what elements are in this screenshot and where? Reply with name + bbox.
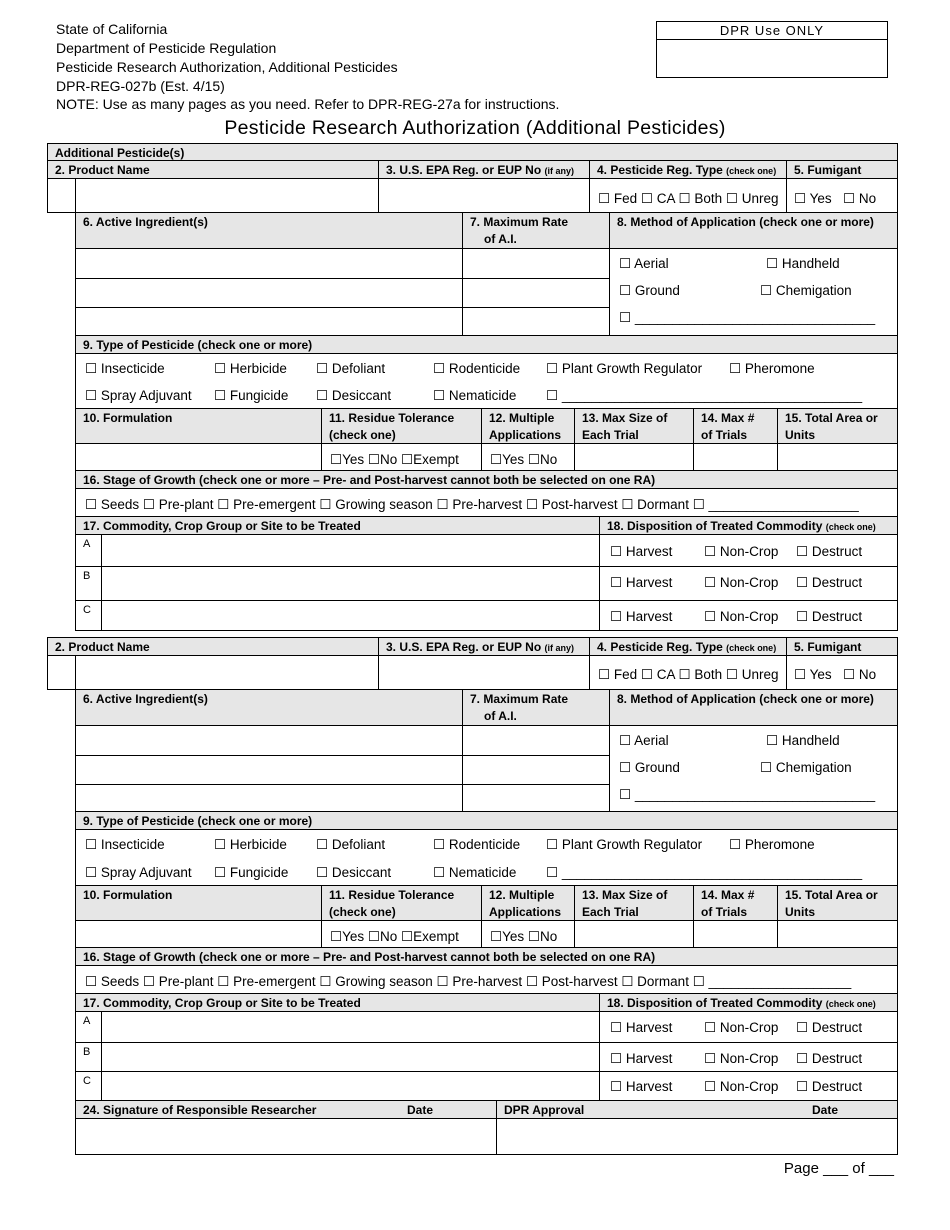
active-ingredient-field[interactable] <box>75 725 463 756</box>
epa-reg-label: 3. U.S. EPA Reg. or EUP No (if any) <box>378 637 590 656</box>
product-name-field[interactable] <box>75 178 379 213</box>
multiple-applications-label: 12. Multiple Applications <box>481 408 575 444</box>
chemigation-checkbox[interactable]: ☐ Chemigation <box>760 760 852 775</box>
row-letter: A <box>83 538 91 550</box>
max-size-field[interactable] <box>574 443 694 471</box>
fumigant-field <box>786 178 898 213</box>
stage-of-growth-field <box>75 965 898 994</box>
fumigant-no-checkbox[interactable]: ☐ No <box>843 667 877 682</box>
residue-tolerance-options[interactable]: ☐Yes ☐No ☐Exempt <box>330 452 459 467</box>
max-size-label: 13. Max Size of Each Trial <box>574 885 694 921</box>
row-letter: B <box>83 1046 91 1058</box>
type-of-pesticide-label: 9. Type of Pesticide (check one or more) <box>75 335 898 354</box>
residue-tolerance-options[interactable]: ☐Yes ☐No ☐Exempt <box>330 929 459 944</box>
max-trials-field[interactable] <box>693 920 778 948</box>
multiple-applications-field <box>481 443 575 471</box>
disposition-field <box>599 1011 898 1043</box>
harvest-checkbox[interactable]: ☐ Harvest <box>610 544 673 559</box>
non-crop-checkbox[interactable]: ☐ Non-Crop <box>704 1020 779 1035</box>
disposition-label: 18. Disposition of Treated Commodity (check one) <box>599 993 898 1012</box>
fungicide-checkbox[interactable]: ☐ Fungicide <box>214 388 289 403</box>
max-trials-field[interactable] <box>693 443 778 471</box>
product-name-label: 2. Product Name <box>47 160 379 179</box>
disposition-field <box>599 534 898 567</box>
page-title: Pesticide Research Authorization (Additional Pesticides) <box>224 117 726 139</box>
product-name-field[interactable] <box>75 655 379 690</box>
non-crop-checkbox[interactable]: ☐ Non-Crop <box>704 575 779 590</box>
max-rate-field[interactable] <box>462 725 610 756</box>
multiple-applications-options[interactable]: ☐Yes ☐No <box>490 929 558 944</box>
method-label: 8. Method of Application (check one or more) <box>609 689 898 726</box>
fumigant-no-checkbox[interactable]: ☐ No <box>843 191 877 206</box>
active-ingredient-field[interactable] <box>75 755 463 785</box>
max-rate-field[interactable] <box>462 248 610 279</box>
page-number[interactable]: Page ___ of ___ <box>783 1160 894 1177</box>
method-other-checkbox[interactable]: ☐ ________________________________ <box>619 310 876 325</box>
max-rate-field[interactable] <box>462 278 610 308</box>
aerial-checkbox[interactable]: ☐ Aerial <box>619 256 669 271</box>
insecticide-checkbox[interactable]: ☐ Insecticide <box>85 361 165 376</box>
formulation-field[interactable] <box>75 443 322 471</box>
plant-growth-regulator-checkbox[interactable]: ☐ Plant Growth Regulator <box>546 837 703 852</box>
max-size-label: 13. Max Size of Each Trial <box>574 408 694 444</box>
ground-checkbox[interactable]: ☐ Ground <box>619 283 680 298</box>
row-letter-cell <box>75 1042 102 1072</box>
active-ingredient-field[interactable] <box>75 248 463 279</box>
epa-reg-label: 3. U.S. EPA Reg. or EUP No (if any) <box>378 160 590 179</box>
commodity-field[interactable] <box>101 534 600 567</box>
residue-tolerance-label: 11. Residue Tolerance (check one) <box>321 885 482 921</box>
fumigant-field <box>786 655 898 690</box>
reg-type-options[interactable]: ☐ Fed ☐ CA ☐ Both ☐ Unreg <box>598 191 779 206</box>
harvest-checkbox[interactable]: ☐ Harvest <box>610 1079 673 1094</box>
defoliant-checkbox[interactable]: ☐ Defoliant <box>316 361 386 376</box>
type-other-checkbox[interactable]: ☐ ________________________________________ <box>546 388 863 403</box>
row-letter: A <box>83 1015 91 1027</box>
rodenticide-checkbox[interactable]: ☐ Rodenticide <box>433 837 521 852</box>
non-crop-checkbox[interactable]: ☐ Non-Crop <box>704 544 779 559</box>
rodenticide-checkbox[interactable]: ☐ Rodenticide <box>433 361 521 376</box>
product-name-label: 2. Product Name <box>47 637 379 656</box>
reg-type-label: 4. Pesticide Reg. Type (check one) <box>589 637 787 656</box>
commodity-field[interactable] <box>101 600 600 631</box>
destruct-checkbox[interactable]: ☐ Destruct <box>796 1051 863 1066</box>
formulation-label: 10. Formulation <box>75 885 322 921</box>
method-other-checkbox[interactable]: ☐ ________________________________ <box>619 787 876 802</box>
max-rate-field[interactable] <box>462 784 610 812</box>
row-letter-cell <box>75 1071 102 1101</box>
max-rate-field[interactable] <box>462 755 610 785</box>
row-letter: C <box>83 604 91 616</box>
multiple-applications-options[interactable]: ☐Yes ☐No <box>490 452 558 467</box>
commodity-field[interactable] <box>101 1071 600 1101</box>
dpr-approval-field <box>496 1118 898 1155</box>
max-trials-label: 14. Max # of Trials <box>693 408 778 444</box>
disposition-field <box>599 600 898 631</box>
product-name-spacer <box>47 655 76 690</box>
reg-type-field <box>589 178 787 213</box>
non-crop-checkbox[interactable]: ☐ Non-Crop <box>704 1079 779 1094</box>
pheromone-checkbox[interactable]: ☐ Pheromone <box>729 361 815 376</box>
stage-of-growth-label: 16. Stage of Growth (check one or more – Pre- and Post-harvest cannot both be selected on one RA) <box>75 947 898 966</box>
dpr-approval-label-cell <box>496 1100 898 1119</box>
active-ingredients-label: 6. Active Ingredient(s) <box>75 689 463 726</box>
header-department: Department of Pesticide Regulation <box>56 40 277 56</box>
residue-tolerance-label: 11. Residue Tolerance (check one) <box>321 408 482 444</box>
row-letter: B <box>83 570 91 582</box>
total-area-field[interactable] <box>777 443 898 471</box>
non-crop-checkbox[interactable]: ☐ Non-Crop <box>704 1051 779 1066</box>
dpr-approval-label: DPR Approval <box>504 1103 585 1117</box>
destruct-checkbox[interactable]: ☐ Destruct <box>796 544 863 559</box>
row-letter: C <box>83 1075 91 1087</box>
signature-label-cell <box>75 1100 497 1119</box>
product-name-spacer <box>47 178 76 213</box>
destruct-checkbox[interactable]: ☐ Destruct <box>796 575 863 590</box>
desiccant-checkbox[interactable]: ☐ Desiccant <box>316 388 392 403</box>
header-agency: State of California <box>56 21 168 37</box>
active-ingredient-field[interactable] <box>75 307 463 336</box>
type-of-pesticide-options <box>75 353 898 409</box>
row-letter-cell <box>75 534 102 567</box>
destruct-checkbox[interactable]: ☐ Destruct <box>796 609 863 624</box>
nematicide-checkbox[interactable]: ☐ Nematicide <box>433 865 517 880</box>
disposition-label: 18. Disposition of Treated Commodity (check one) <box>599 516 898 535</box>
header-form-number: DPR-REG-027b (Est. 4/15) <box>56 78 225 94</box>
max-rate-label: 7. Maximum Rate of A.I. <box>462 212 610 249</box>
max-rate-label: 7. Maximum Rate of A.I. <box>462 689 610 726</box>
stage-of-growth-label: 16. Stage of Growth (check one or more – Pre- and Post-harvest cannot both be selected on one RA) <box>75 470 898 489</box>
harvest-checkbox[interactable]: ☐ Harvest <box>610 1020 673 1035</box>
disposition-field <box>599 1042 898 1072</box>
max-rate-field[interactable] <box>462 307 610 336</box>
total-area-label: 15. Total Area or Units <box>777 408 898 444</box>
type-of-pesticide-options <box>75 829 898 886</box>
disposition-field <box>599 1071 898 1101</box>
method-label: 8. Method of Application (check one or more) <box>609 212 898 249</box>
fumigant-yes-checkbox[interactable]: ☐ Yes <box>794 191 832 206</box>
epa-reg-field[interactable] <box>378 655 590 690</box>
header-form-name: Pesticide Research Authorization, Additional Pesticides <box>56 59 398 75</box>
commodity-label: 17. Commodity, Crop Group or Site to be Treated <box>75 993 600 1012</box>
total-area-label: 15. Total Area or Units <box>777 885 898 921</box>
signature-date-label: Date <box>407 1103 434 1117</box>
ground-checkbox[interactable]: ☐ Ground <box>619 760 680 775</box>
spray-adjuvant-checkbox[interactable]: ☐ Spray Adjuvant <box>85 388 192 403</box>
stage-of-growth-options[interactable]: ☐ Seeds ☐ Pre-plant ☐ Pre-emergent ☐ Growing season ☐ Pre-harvest ☐ Post-harvest ☐ Dormant ☐ ____________________ <box>85 497 859 512</box>
active-ingredient-field[interactable] <box>75 784 463 812</box>
multiple-applications-field <box>481 920 575 948</box>
spray-adjuvant-checkbox[interactable]: ☐ Spray Adjuvant <box>85 865 192 880</box>
chemigation-checkbox[interactable]: ☐ Chemigation <box>760 283 852 298</box>
reg-type-options[interactable]: ☐ Fed ☐ CA ☐ Both ☐ Unreg <box>598 667 779 682</box>
destruct-checkbox[interactable]: ☐ Destruct <box>796 1020 863 1035</box>
method-options <box>609 725 898 812</box>
pheromone-checkbox[interactable]: ☐ Pheromone <box>729 837 815 852</box>
type-other-checkbox[interactable]: ☐ ________________________________________ <box>546 865 863 880</box>
commodity-field[interactable] <box>101 566 600 601</box>
herbicide-checkbox[interactable]: ☐ Herbicide <box>214 361 287 376</box>
reg-type-field <box>589 655 787 690</box>
herbicide-checkbox[interactable]: ☐ Herbicide <box>214 837 287 852</box>
desiccant-checkbox[interactable]: ☐ Desiccant <box>316 865 392 880</box>
plant-growth-regulator-checkbox[interactable]: ☐ Plant Growth Regulator <box>546 361 703 376</box>
row-letter-cell <box>75 1011 102 1043</box>
max-size-field[interactable] <box>574 920 694 948</box>
row-letter-cell <box>75 600 102 631</box>
harvest-checkbox[interactable]: ☐ Harvest <box>610 575 673 590</box>
dpr-approval-date-label: Date <box>812 1103 839 1117</box>
section-label-additional-pesticides: Additional Pesticide(s) <box>47 143 898 161</box>
signature-field[interactable] <box>75 1118 497 1155</box>
aerial-checkbox[interactable]: ☐ Aerial <box>619 733 669 748</box>
disposition-field <box>599 566 898 601</box>
reg-type-label: 4. Pesticide Reg. Type (check one) <box>589 160 787 179</box>
fumigant-label: 5. Fumigant <box>786 160 898 179</box>
commodity-field[interactable] <box>101 1011 600 1043</box>
handheld-checkbox[interactable]: ☐ Handheld <box>766 256 840 271</box>
harvest-checkbox[interactable]: ☐ Harvest <box>610 1051 673 1066</box>
signature-label: 24. Signature of Responsible Researcher <box>83 1103 317 1117</box>
max-trials-label: 14. Max # of Trials <box>693 885 778 921</box>
commodity-label: 17. Commodity, Crop Group or Site to be Treated <box>75 516 600 535</box>
non-crop-checkbox[interactable]: ☐ Non-Crop <box>704 609 779 624</box>
multiple-applications-label: 12. Multiple Applications <box>481 885 575 921</box>
dpr-use-only-title: DPR Use ONLY <box>657 22 887 40</box>
method-options <box>609 248 898 336</box>
fungicide-checkbox[interactable]: ☐ Fungicide <box>214 865 289 880</box>
active-ingredient-field[interactable] <box>75 278 463 308</box>
type-of-pesticide-label: 9. Type of Pesticide (check one or more) <box>75 811 898 830</box>
nematicide-checkbox[interactable]: ☐ Nematicide <box>433 388 517 403</box>
epa-reg-field[interactable] <box>378 178 590 213</box>
formulation-field[interactable] <box>75 920 322 948</box>
handheld-checkbox[interactable]: ☐ Handheld <box>766 733 840 748</box>
defoliant-checkbox[interactable]: ☐ Defoliant <box>316 837 386 852</box>
header-note: NOTE: Use as many pages as you need. Refer to DPR-REG-27a for instructions. <box>56 96 560 112</box>
residue-tolerance-field <box>321 920 482 948</box>
dpr-use-only-box <box>656 21 888 78</box>
residue-tolerance-field <box>321 443 482 471</box>
destruct-checkbox[interactable]: ☐ Destruct <box>796 1079 863 1094</box>
fumigant-yes-checkbox[interactable]: ☐ Yes <box>794 667 832 682</box>
total-area-field[interactable] <box>777 920 898 948</box>
stage-of-growth-field <box>75 488 898 517</box>
row-letter-cell <box>75 566 102 601</box>
active-ingredients-label: 6. Active Ingredient(s) <box>75 212 463 249</box>
formulation-label: 10. Formulation <box>75 408 322 444</box>
harvest-checkbox[interactable]: ☐ Harvest <box>610 609 673 624</box>
insecticide-checkbox[interactable]: ☐ Insecticide <box>85 837 165 852</box>
stage-of-growth-options[interactable]: ☐ Seeds ☐ Pre-plant ☐ Pre-emergent ☐ Growing season ☐ Pre-harvest ☐ Post-harvest ☐ Dormant ☐ ___________________ <box>85 974 852 989</box>
fumigant-label: 5. Fumigant <box>786 637 898 656</box>
commodity-field[interactable] <box>101 1042 600 1072</box>
